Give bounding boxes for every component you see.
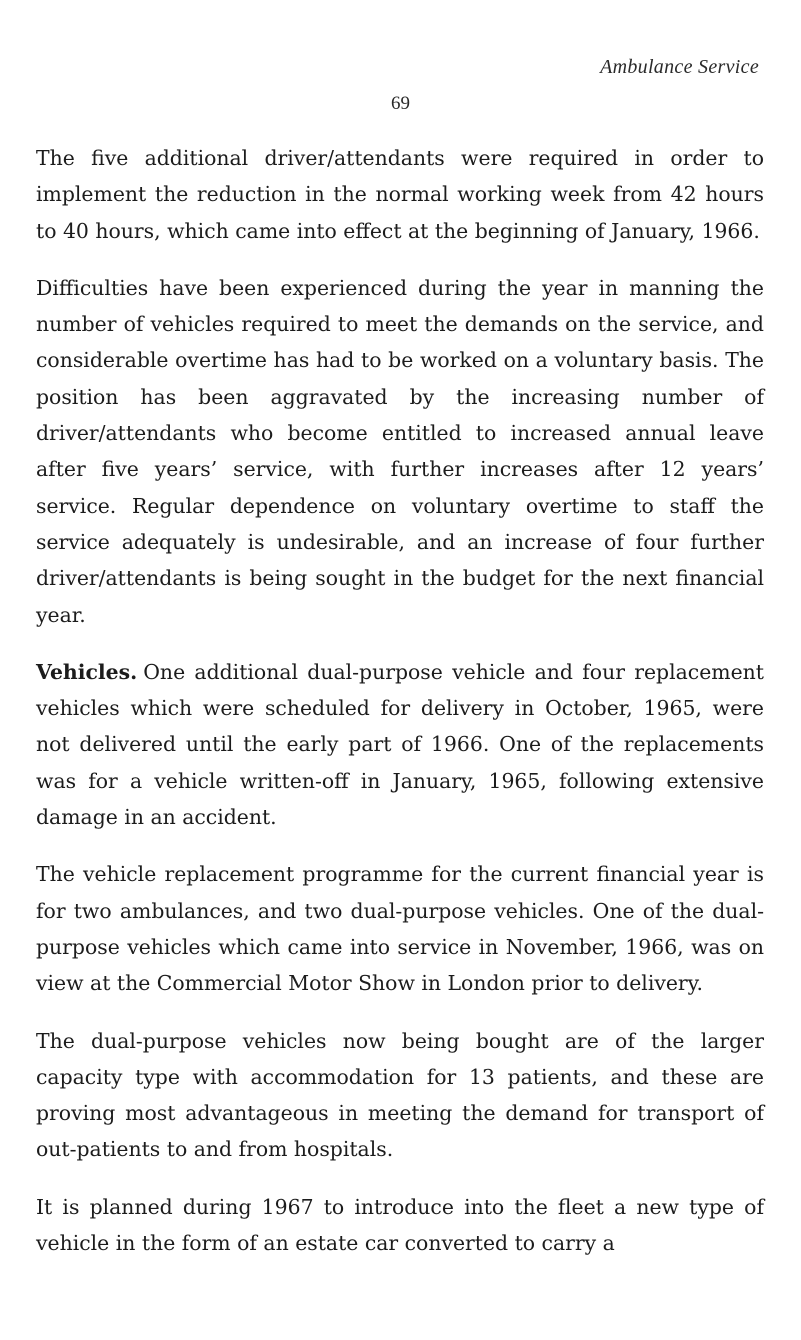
paragraph-text: One additional dual-purpose vehicle and four replacement vehicles which were scheduled for delivery in October, 1965, were not delivered until the early part of 1966. One of the replacements was for a vehicle written-off in January, 1965, following extensive damage in an accident. (36, 659, 764, 830)
running-header-title: Ambulance Service (600, 56, 759, 78)
paragraph-dual-purpose (36, 1023, 764, 1168)
body-text (36, 140, 764, 1282)
paragraph-text: It is planned during 1967 to introduce into the fleet a new type of vehicle in the form of an estate car converted to carry a (36, 1194, 764, 1256)
page-number: 69 (391, 93, 410, 114)
paragraph-text: The vehicle replacement programme for the current financial year is for two ambulances, and two dual-purpose vehicles. One of the dual-purpose vehicles which came into service in November, 1966, was on view at the Commercial Motor Show in London prior to delivery. (36, 862, 764, 996)
paragraph-replacement-programme (36, 856, 764, 1001)
paragraph-vehicles (36, 654, 764, 835)
paragraph-staffing (36, 140, 764, 249)
paragraph-text: The dual-purpose vehicles now being bought are of the larger capacity type with accommodation for 13 patients, and these are proving most advantageous in meeting the demand for transport of out-patients to and from hospitals. (36, 1028, 764, 1162)
paragraph-text: Difficulties have been experienced during the year in manning the number of vehicles required to meet the demands on the service, and considerable overtime has had to be worked on a voluntary basis. The position has been aggravated by the increasing number of driver/attendants who become entitled to increased annual leave after five years’ service, with further increases after 12 years’ service. Regular dependence on voluntary overtime to staff the service adequately is undesirable, and an increase of four further driver/attendants is being sought in the budget for the next financial year. (36, 275, 764, 627)
section-heading-vehicles: Vehicles. (36, 659, 138, 684)
paragraph-text: The five additional driver/attendants were required in order to implement the reduction in the normal working week from 42 hours to 40 hours, which came into effect at the beginning of January, 1966. (36, 146, 764, 243)
paragraph-overtime (36, 270, 764, 633)
paragraph-estate-car (36, 1189, 764, 1262)
